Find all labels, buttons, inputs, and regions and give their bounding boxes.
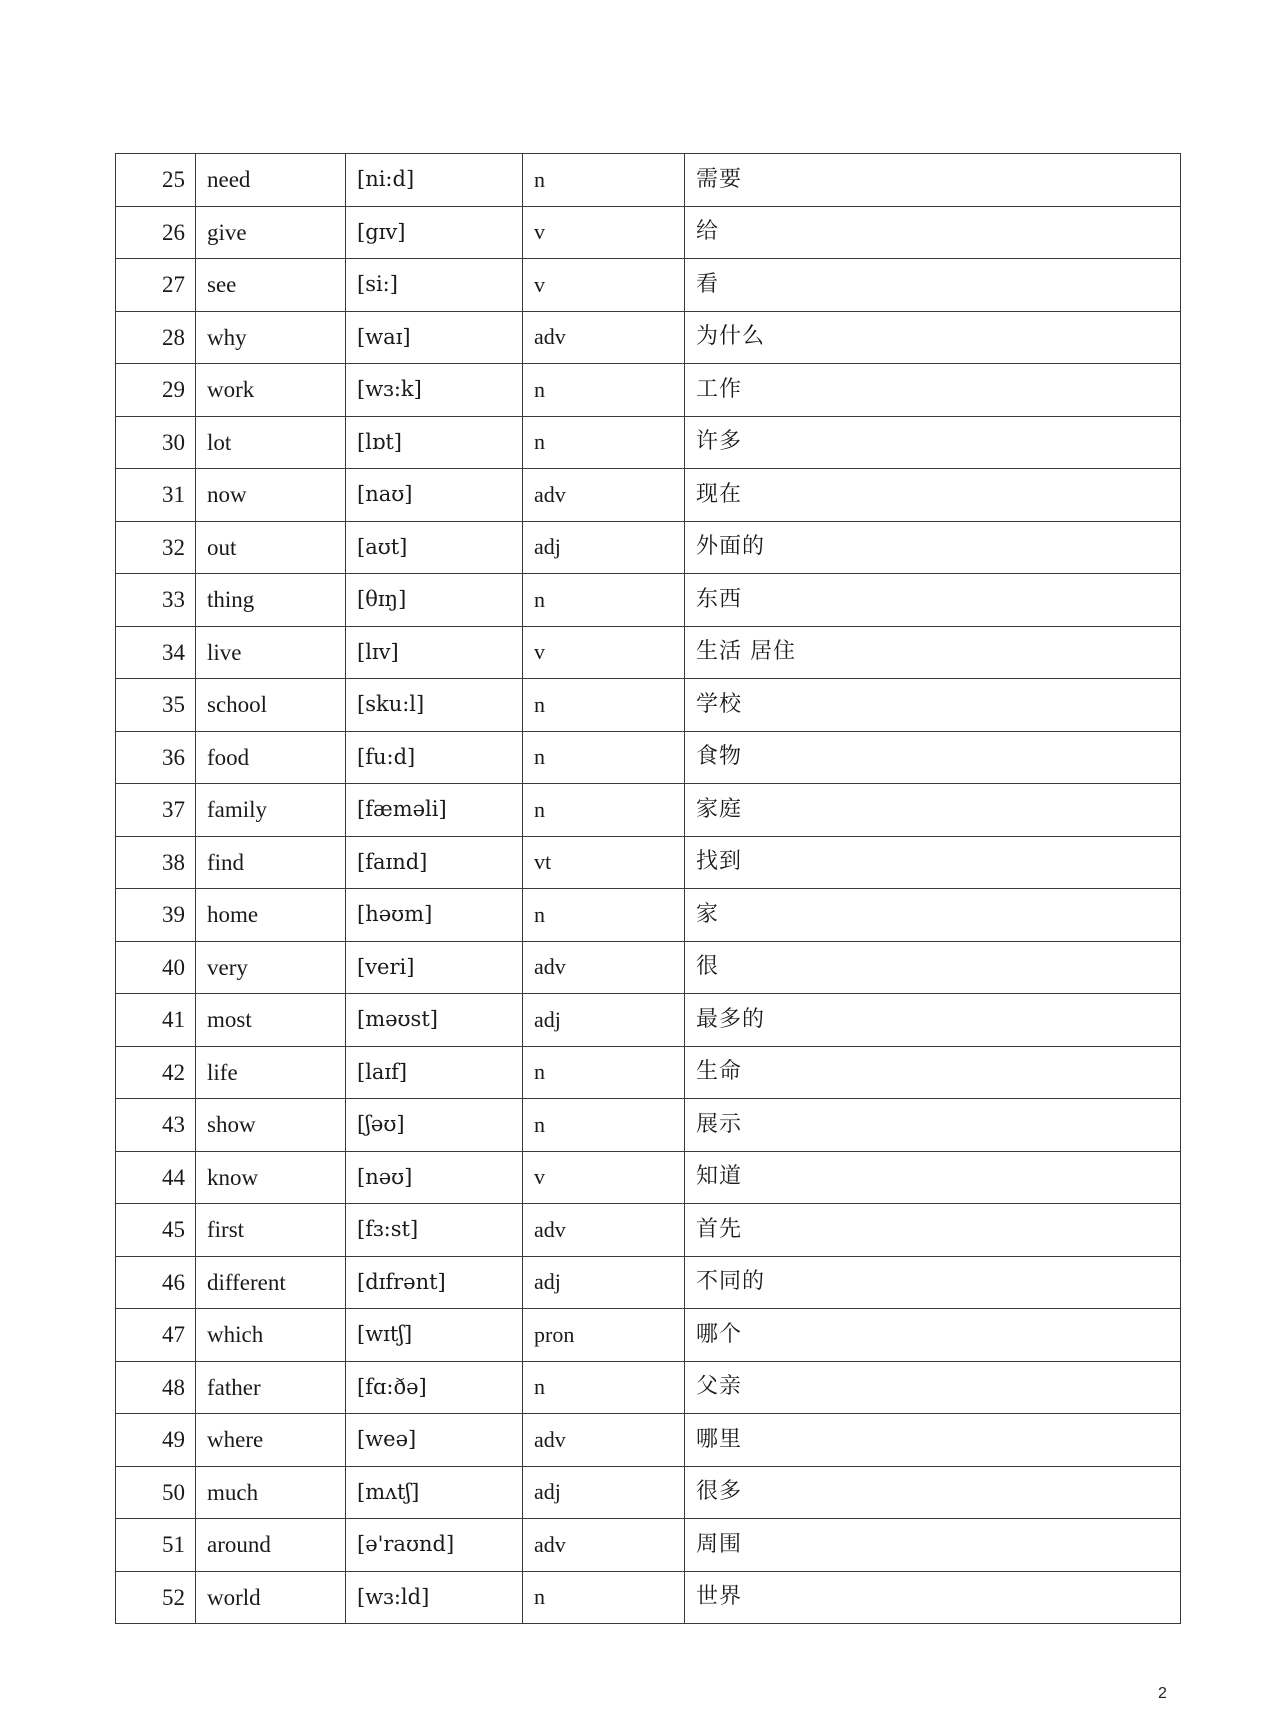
part-of-speech: adj <box>523 521 685 574</box>
part-of-speech: adv <box>523 311 685 364</box>
chinese-meaning: 外面的 <box>685 521 1181 574</box>
chinese-meaning: 周围 <box>685 1519 1181 1572</box>
chinese-meaning: 世界 <box>685 1571 1181 1624</box>
phonetic-transcription: [ʃəʊ] <box>346 1099 523 1152</box>
table-row <box>116 1466 1181 1519</box>
english-word: school <box>196 679 346 732</box>
part-of-speech: adv <box>523 469 685 522</box>
chinese-meaning: 很多 <box>685 1466 1181 1519</box>
english-word: know <box>196 1151 346 1204</box>
chinese-meaning: 现在 <box>685 469 1181 522</box>
table-row <box>116 994 1181 1047</box>
table-row <box>116 941 1181 994</box>
chinese-meaning: 东西 <box>685 574 1181 627</box>
part-of-speech: n <box>523 889 685 942</box>
phonetic-transcription: [veri] <box>346 941 523 994</box>
phonetic-transcription: [lɪv] <box>346 626 523 679</box>
part-of-speech: adv <box>523 1204 685 1257</box>
row-number: 37 <box>116 784 196 837</box>
table-row <box>116 521 1181 574</box>
phonetic-transcription: [naʊ] <box>346 469 523 522</box>
vocabulary-table-body <box>116 154 1181 1624</box>
english-word: most <box>196 994 346 1047</box>
phonetic-transcription: [gɪv] <box>346 206 523 259</box>
english-word: food <box>196 731 346 784</box>
vocabulary-table <box>115 153 1181 1624</box>
part-of-speech: adv <box>523 1519 685 1572</box>
phonetic-transcription: [fu:d] <box>346 731 523 784</box>
table-row <box>116 679 1181 732</box>
english-word: around <box>196 1519 346 1572</box>
english-word: work <box>196 364 346 417</box>
phonetic-transcription: [laɪf] <box>346 1046 523 1099</box>
english-word: which <box>196 1309 346 1362</box>
phonetic-transcription: [weə] <box>346 1414 523 1467</box>
phonetic-transcription: [waɪ] <box>346 311 523 364</box>
part-of-speech: v <box>523 626 685 679</box>
english-word: world <box>196 1571 346 1624</box>
part-of-speech: vt <box>523 836 685 889</box>
chinese-meaning: 哪里 <box>685 1414 1181 1467</box>
table-row <box>116 1099 1181 1152</box>
english-word: family <box>196 784 346 837</box>
part-of-speech: n <box>523 1361 685 1414</box>
phonetic-transcription: [dɪfrənt] <box>346 1256 523 1309</box>
table-row <box>116 259 1181 312</box>
row-number: 27 <box>116 259 196 312</box>
part-of-speech: adj <box>523 994 685 1047</box>
part-of-speech: n <box>523 1571 685 1624</box>
table-row <box>116 1046 1181 1099</box>
chinese-meaning: 生活 居住 <box>685 626 1181 679</box>
english-word: find <box>196 836 346 889</box>
row-number: 30 <box>116 416 196 469</box>
row-number: 26 <box>116 206 196 259</box>
row-number: 47 <box>116 1309 196 1362</box>
row-number: 48 <box>116 1361 196 1414</box>
row-number: 41 <box>116 994 196 1047</box>
phonetic-transcription: [məʊst] <box>346 994 523 1047</box>
page-number: 2 <box>1158 1685 1167 1702</box>
table-row <box>116 889 1181 942</box>
phonetic-transcription: [wɜ:ld] <box>346 1571 523 1624</box>
phonetic-transcription: [sku:l] <box>346 679 523 732</box>
english-word: give <box>196 206 346 259</box>
chinese-meaning: 许多 <box>685 416 1181 469</box>
english-word: need <box>196 154 346 207</box>
english-word: out <box>196 521 346 574</box>
phonetic-transcription: [ə'raʊnd] <box>346 1519 523 1572</box>
table-row <box>116 154 1181 207</box>
english-word: life <box>196 1046 346 1099</box>
row-number: 45 <box>116 1204 196 1257</box>
row-number: 51 <box>116 1519 196 1572</box>
chinese-meaning: 生命 <box>685 1046 1181 1099</box>
chinese-meaning: 不同的 <box>685 1256 1181 1309</box>
phonetic-transcription: [mʌtʃ] <box>346 1466 523 1519</box>
part-of-speech: adv <box>523 1414 685 1467</box>
row-number: 33 <box>116 574 196 627</box>
chinese-meaning: 很 <box>685 941 1181 994</box>
part-of-speech: n <box>523 1099 685 1152</box>
row-number: 29 <box>116 364 196 417</box>
table-row <box>116 1256 1181 1309</box>
chinese-meaning: 首先 <box>685 1204 1181 1257</box>
row-number: 50 <box>116 1466 196 1519</box>
english-word: very <box>196 941 346 994</box>
chinese-meaning: 看 <box>685 259 1181 312</box>
part-of-speech: n <box>523 364 685 417</box>
part-of-speech: adj <box>523 1256 685 1309</box>
english-word: live <box>196 626 346 679</box>
row-number: 32 <box>116 521 196 574</box>
english-word: why <box>196 311 346 364</box>
part-of-speech: n <box>523 731 685 784</box>
chinese-meaning: 需要 <box>685 154 1181 207</box>
row-number: 44 <box>116 1151 196 1204</box>
chinese-meaning: 为什么 <box>685 311 1181 364</box>
chinese-meaning: 学校 <box>685 679 1181 732</box>
row-number: 35 <box>116 679 196 732</box>
english-word: first <box>196 1204 346 1257</box>
row-number: 52 <box>116 1571 196 1624</box>
chinese-meaning: 食物 <box>685 731 1181 784</box>
part-of-speech: v <box>523 206 685 259</box>
table-row <box>116 206 1181 259</box>
phonetic-transcription: [si:] <box>346 259 523 312</box>
english-word: where <box>196 1414 346 1467</box>
phonetic-transcription: [ni:d] <box>346 154 523 207</box>
table-row <box>116 1414 1181 1467</box>
row-number: 36 <box>116 731 196 784</box>
english-word: home <box>196 889 346 942</box>
phonetic-transcription: [fæməli] <box>346 784 523 837</box>
english-word: now <box>196 469 346 522</box>
phonetic-transcription: [wɪtʃ] <box>346 1309 523 1362</box>
part-of-speech: n <box>523 1046 685 1099</box>
chinese-meaning: 家 <box>685 889 1181 942</box>
part-of-speech: v <box>523 259 685 312</box>
table-row <box>116 731 1181 784</box>
row-number: 34 <box>116 626 196 679</box>
table-row <box>116 416 1181 469</box>
table-row <box>116 311 1181 364</box>
row-number: 31 <box>116 469 196 522</box>
row-number: 40 <box>116 941 196 994</box>
chinese-meaning: 给 <box>685 206 1181 259</box>
table-row <box>116 1204 1181 1257</box>
part-of-speech: v <box>523 1151 685 1204</box>
phonetic-transcription: [faɪnd] <box>346 836 523 889</box>
table-row <box>116 784 1181 837</box>
table-row <box>116 1309 1181 1362</box>
phonetic-transcription: [fɑ:ðə] <box>346 1361 523 1414</box>
phonetic-transcription: [həʊm] <box>346 889 523 942</box>
table-row <box>116 1519 1181 1572</box>
chinese-meaning: 找到 <box>685 836 1181 889</box>
phonetic-transcription: [lɒt] <box>346 416 523 469</box>
english-word: different <box>196 1256 346 1309</box>
phonetic-transcription: [fɜ:st] <box>346 1204 523 1257</box>
table-row <box>116 364 1181 417</box>
english-word: father <box>196 1361 346 1414</box>
table-row <box>116 469 1181 522</box>
row-number: 42 <box>116 1046 196 1099</box>
row-number: 46 <box>116 1256 196 1309</box>
chinese-meaning: 最多的 <box>685 994 1181 1047</box>
table-row <box>116 574 1181 627</box>
english-word: thing <box>196 574 346 627</box>
part-of-speech: adv <box>523 941 685 994</box>
part-of-speech: adj <box>523 1466 685 1519</box>
chinese-meaning: 展示 <box>685 1099 1181 1152</box>
row-number: 25 <box>116 154 196 207</box>
part-of-speech: n <box>523 784 685 837</box>
part-of-speech: n <box>523 416 685 469</box>
english-word: show <box>196 1099 346 1152</box>
english-word: lot <box>196 416 346 469</box>
part-of-speech: pron <box>523 1309 685 1362</box>
row-number: 28 <box>116 311 196 364</box>
phonetic-transcription: [wɜ:k] <box>346 364 523 417</box>
table-row <box>116 1571 1181 1624</box>
row-number: 39 <box>116 889 196 942</box>
table-row <box>116 1361 1181 1414</box>
english-word: see <box>196 259 346 312</box>
chinese-meaning: 知道 <box>685 1151 1181 1204</box>
chinese-meaning: 父亲 <box>685 1361 1181 1414</box>
chinese-meaning: 工作 <box>685 364 1181 417</box>
table-row <box>116 1151 1181 1204</box>
row-number: 43 <box>116 1099 196 1152</box>
phonetic-transcription: [θɪŋ] <box>346 574 523 627</box>
phonetic-transcription: [nəʊ] <box>346 1151 523 1204</box>
chinese-meaning: 哪个 <box>685 1309 1181 1362</box>
row-number: 49 <box>116 1414 196 1467</box>
part-of-speech: n <box>523 574 685 627</box>
table-row <box>116 626 1181 679</box>
table-row <box>116 836 1181 889</box>
phonetic-transcription: [aʊt] <box>346 521 523 574</box>
row-number: 38 <box>116 836 196 889</box>
part-of-speech: n <box>523 679 685 732</box>
part-of-speech: n <box>523 154 685 207</box>
chinese-meaning: 家庭 <box>685 784 1181 837</box>
english-word: much <box>196 1466 346 1519</box>
